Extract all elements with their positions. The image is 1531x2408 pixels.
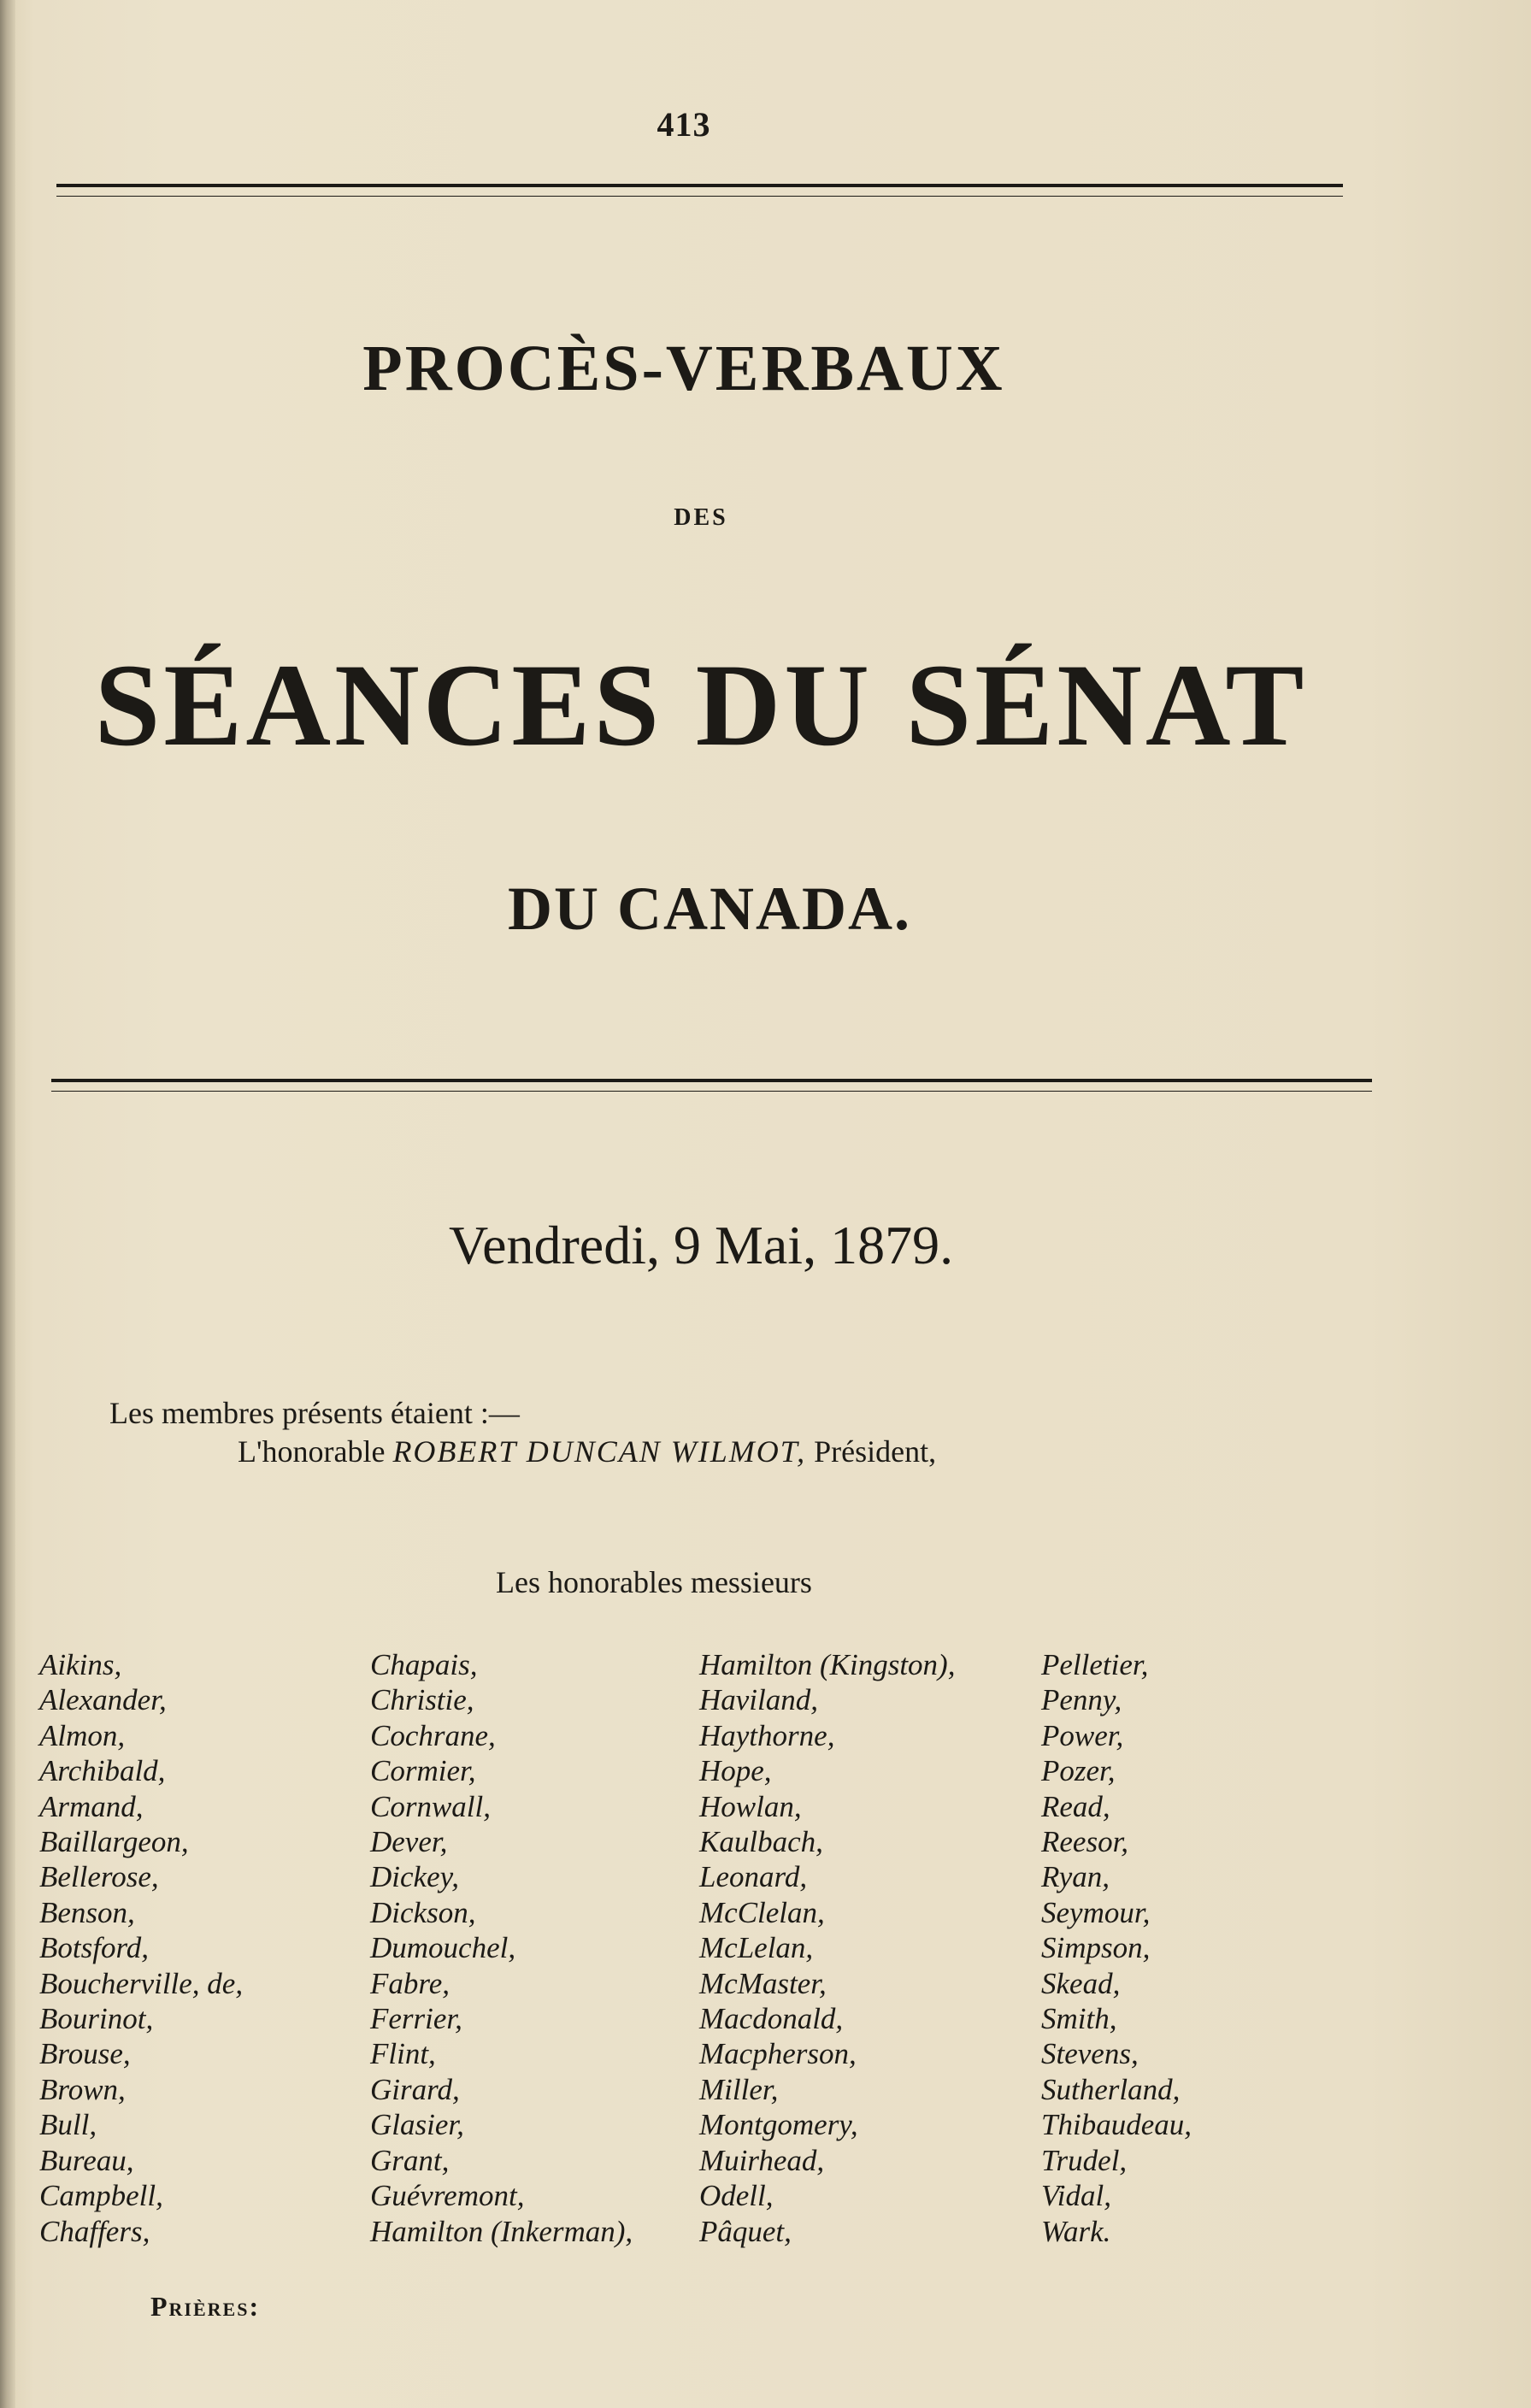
member-name: Fabre,: [370, 1966, 450, 2000]
member-name: Trudel,: [1041, 2143, 1128, 2177]
member-name: Hope,: [699, 1754, 772, 1788]
member-name: Thibaudeau,: [1041, 2108, 1192, 2142]
heading-proces-verbaux: PROCÈS-VERBAUX: [362, 333, 1005, 404]
member-name: Bellerose,: [39, 1860, 159, 1894]
members-intro: Les membres présents étaient :—: [109, 1396, 520, 1430]
member-name: Chaffers,: [39, 2214, 150, 2248]
member-name: Dumouchel,: [370, 1931, 516, 1965]
member-name: Vidal,: [1041, 2179, 1111, 2213]
page-number: 413: [657, 105, 711, 144]
member-name: Macdonald,: [699, 2002, 844, 2036]
top-double-rule: [56, 184, 1343, 197]
member-name: McClelan,: [699, 1895, 825, 1929]
members-column-3: [699, 1647, 955, 2249]
session-date: Vendredi, 9 Mai, 1879.: [448, 1215, 954, 1275]
member-name: Power,: [1041, 1718, 1124, 1752]
president-prefix: L'honorable: [238, 1434, 386, 1469]
member-name: Baillargeon,: [39, 1825, 189, 1859]
member-name: Haythorne,: [699, 1718, 835, 1752]
member-name: Chapais,: [370, 1648, 478, 1681]
member-name: Kaulbach,: [699, 1825, 823, 1859]
member-name: Girard,: [370, 2072, 460, 2106]
member-name: Boucherville, de,: [39, 1966, 244, 2000]
member-name: Dickson,: [370, 1895, 476, 1929]
honorables-messieurs-label: Les honorables messieurs: [496, 1565, 812, 1599]
member-name: Campbell,: [39, 2179, 163, 2213]
member-name: Christie,: [370, 1683, 474, 1717]
members-column-4: [1041, 1647, 1192, 2249]
member-name: McMaster,: [699, 1966, 827, 2000]
member-name: Bureau,: [39, 2143, 134, 2177]
member-name: Cornwall,: [370, 1789, 492, 1823]
member-name: Odell,: [699, 2179, 774, 2213]
member-name: Archibald,: [39, 1754, 166, 1788]
member-name: Pelletier,: [1041, 1648, 1149, 1681]
president-name: ROBERT DUNCAN WILMOT,: [392, 1434, 807, 1469]
member-name: Seymour,: [1041, 1895, 1151, 1929]
member-name: Simpson,: [1041, 1931, 1151, 1965]
member-name: Stevens,: [1041, 2037, 1139, 2071]
member-name: Pozer,: [1041, 1754, 1116, 1788]
prieres-heading: Prières:: [150, 2291, 261, 2322]
member-name: Sutherland,: [1041, 2072, 1181, 2106]
heading-seances-du-senat: SÉANCES DU SÉNAT: [94, 639, 1308, 770]
member-name: Almon,: [39, 1718, 126, 1752]
member-name: Pâquet,: [699, 2214, 792, 2248]
member-name: Reesor,: [1041, 1825, 1129, 1859]
member-name: Brown,: [39, 2072, 126, 2106]
member-name: Macpherson,: [699, 2037, 857, 2071]
member-name: Ferrier,: [370, 2002, 462, 2036]
members-column-2: [370, 1647, 633, 2249]
book-spine-edge: [0, 0, 15, 2408]
member-name: Botsford,: [39, 1931, 150, 1965]
member-name: Read,: [1041, 1789, 1110, 1823]
member-name: Glasier,: [370, 2108, 464, 2142]
member-name: Grant,: [370, 2143, 450, 2177]
member-name: Armand,: [39, 1789, 144, 1823]
members-column-1: [39, 1647, 243, 2249]
member-name: Skead,: [1041, 1966, 1121, 2000]
president-title: Président,: [814, 1434, 937, 1469]
member-name: Leonard,: [699, 1860, 808, 1894]
member-name: Bull,: [39, 2108, 97, 2142]
member-name: Ryan,: [1041, 1860, 1110, 1894]
member-name: Cochrane,: [370, 1718, 496, 1752]
member-name: Benson,: [39, 1895, 135, 1929]
member-name: Wark.: [1041, 2214, 1111, 2248]
heading-des: DES: [674, 504, 728, 531]
member-name: McLelan,: [699, 1931, 814, 1965]
member-name: Aikins,: [39, 1648, 122, 1681]
member-name: Brouse,: [39, 2037, 131, 2071]
member-name: Muirhead,: [699, 2143, 825, 2177]
member-name: Miller,: [699, 2072, 779, 2106]
member-name: Guévremont,: [370, 2179, 525, 2213]
member-name: Howlan,: [699, 1789, 802, 1823]
member-name: Dever,: [370, 1825, 448, 1859]
member-name: Hamilton (Kingston),: [699, 1648, 956, 1681]
member-name: Smith,: [1041, 2002, 1117, 2036]
member-name: Montgomery,: [699, 2108, 858, 2142]
heading-du-canada: DU CANADA.: [508, 874, 911, 943]
member-name: Haviland,: [699, 1683, 819, 1717]
member-name: Hamilton (Inkerman),: [370, 2214, 633, 2248]
bottom-double-rule: [51, 1079, 1372, 1092]
member-name: Cormier,: [370, 1754, 476, 1788]
member-name: Bourinot,: [39, 2002, 154, 2036]
member-name: Alexander,: [39, 1683, 167, 1717]
member-name: Penny,: [1041, 1683, 1122, 1717]
member-name: Dickey,: [370, 1860, 459, 1894]
president-line: [238, 1434, 936, 1469]
member-name: Flint,: [370, 2037, 436, 2071]
